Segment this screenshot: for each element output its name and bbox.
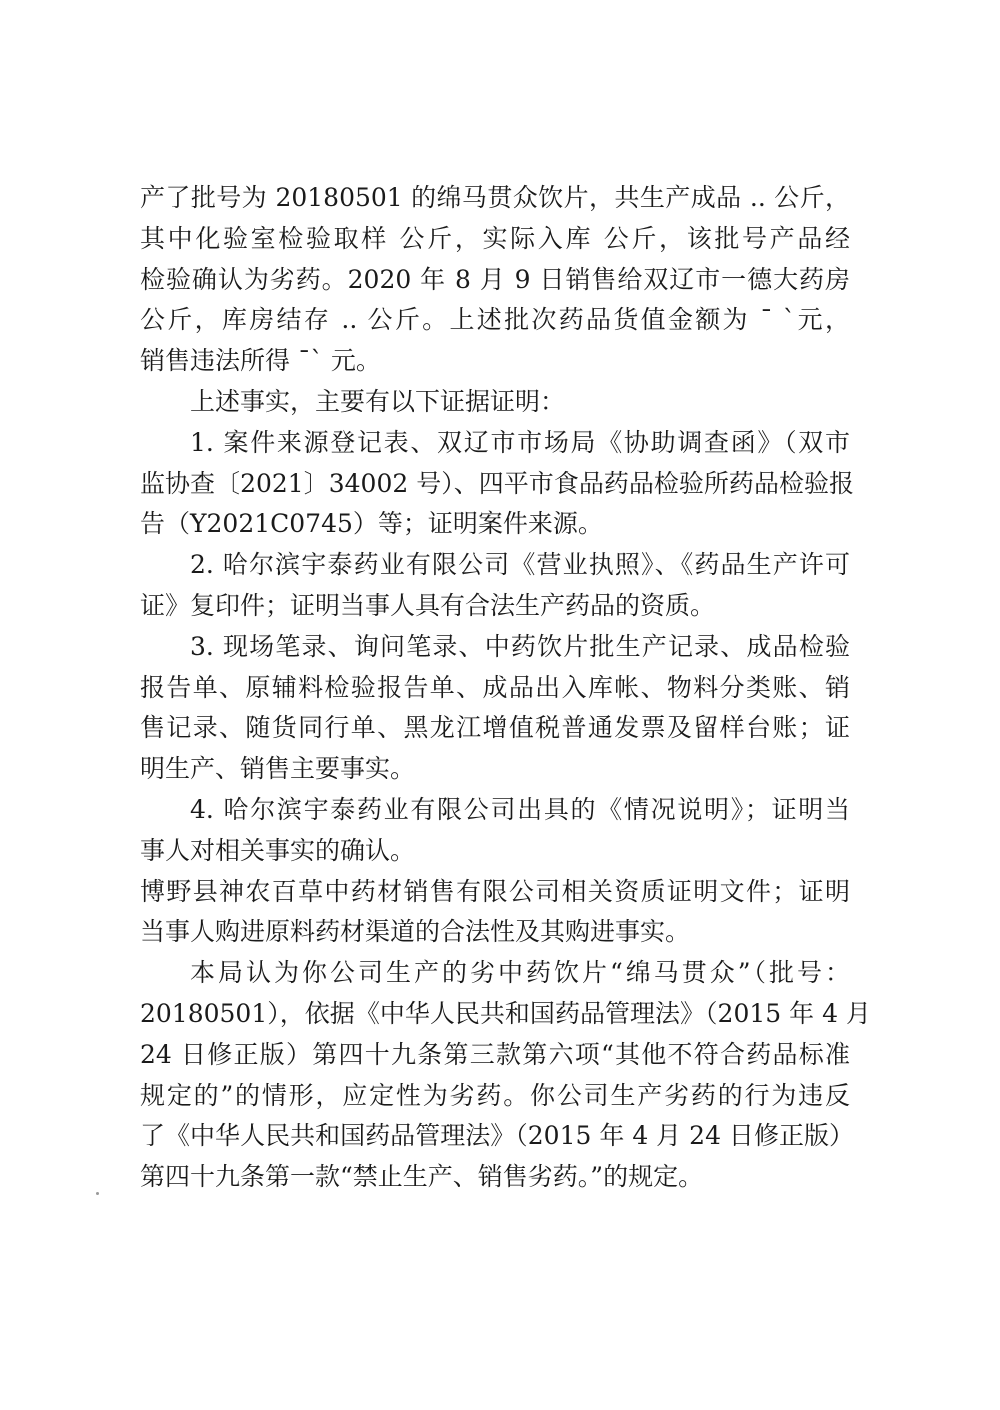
text-line: 2. 哈尔滨宇泰药业有限公司《营业执照》、《药品生产许可 — [190, 550, 850, 580]
text-line: 上述事实，主要有以下证据证明： — [190, 387, 566, 416]
text-line: 了《中华人民共和国药品管理法》（2015 年 4 月 24 日修正版） — [140, 1121, 854, 1151]
text-line: 售记录、随货同行单、黑龙江增值税普通发票及留样台账；证 — [140, 713, 850, 743]
text-line: 本局认为你公司生产的劣中药饮片“绵马贯众”（批号： — [190, 958, 850, 988]
text-line: 4. 哈尔滨宇泰药业有限公司出具的《情况说明》；证明当 — [190, 795, 850, 824]
text-line: 销售违法所得 ˉˋ 元。 — [140, 346, 381, 376]
text-line: 事人对相关事实的确认。 — [140, 835, 416, 865]
text-line: 3. 现场笔录、询问笔录、中药饮片批生产记录、成品检验 — [190, 631, 850, 661]
text-line: 产了批号为 20180501 的绵马贯众饮片，共生产成品 .. 公斤， — [140, 183, 850, 212]
text-line: 1. 案件来源登记表、双辽市市场局《协助调查函》（双市 — [190, 427, 850, 457]
scan-speck — [96, 1192, 99, 1195]
text-line: 24 日修正版）第四十九条第三款第六项“其他不符合药品标准 — [140, 1039, 850, 1069]
text-line: 证》复印件；证明当事人具有合法生产药品的资质。 — [140, 591, 716, 620]
text-line: 20180501），依据《中华人民共和国药品管理法》（2015 年 4 月 — [140, 999, 871, 1028]
text-line: 博野县神农百草中药材销售有限公司相关资质证明文件；证明 — [140, 876, 850, 906]
text-line: 公斤，库房结存 .. 公斤。上述批次药品货值金额为 ˉ ˋ元， — [140, 305, 850, 335]
text-line: 监协查〔2021〕34002 号）、四平市食品药品检验所药品检验报 — [140, 468, 854, 498]
text-line: 检验确认为劣药。2020 年 8 月 9 日销售给双辽市一德大药房 — [140, 264, 850, 294]
text-line: 报告单、原辅料检验报告单、成品出入库帐、物料分类账、销 — [140, 672, 850, 702]
text-line: 告（Y2021C0745）等；证明案件来源。 — [140, 509, 603, 539]
text-line: 第四十九条第一款“禁止生产、销售劣药。”的规定。 — [140, 1162, 704, 1192]
text-line: 当事人购进原料药材渠道的合法性及其购进事实。 — [140, 917, 691, 947]
text-line: 明生产、销售主要事实。 — [140, 754, 416, 784]
text-line: 其中化验室检验取样 公斤，实际入库 公斤，该批号产品经 — [140, 223, 850, 253]
text-line: 规定的”的情形，应定性为劣药。你公司生产劣药的行为违反 — [140, 1080, 850, 1110]
